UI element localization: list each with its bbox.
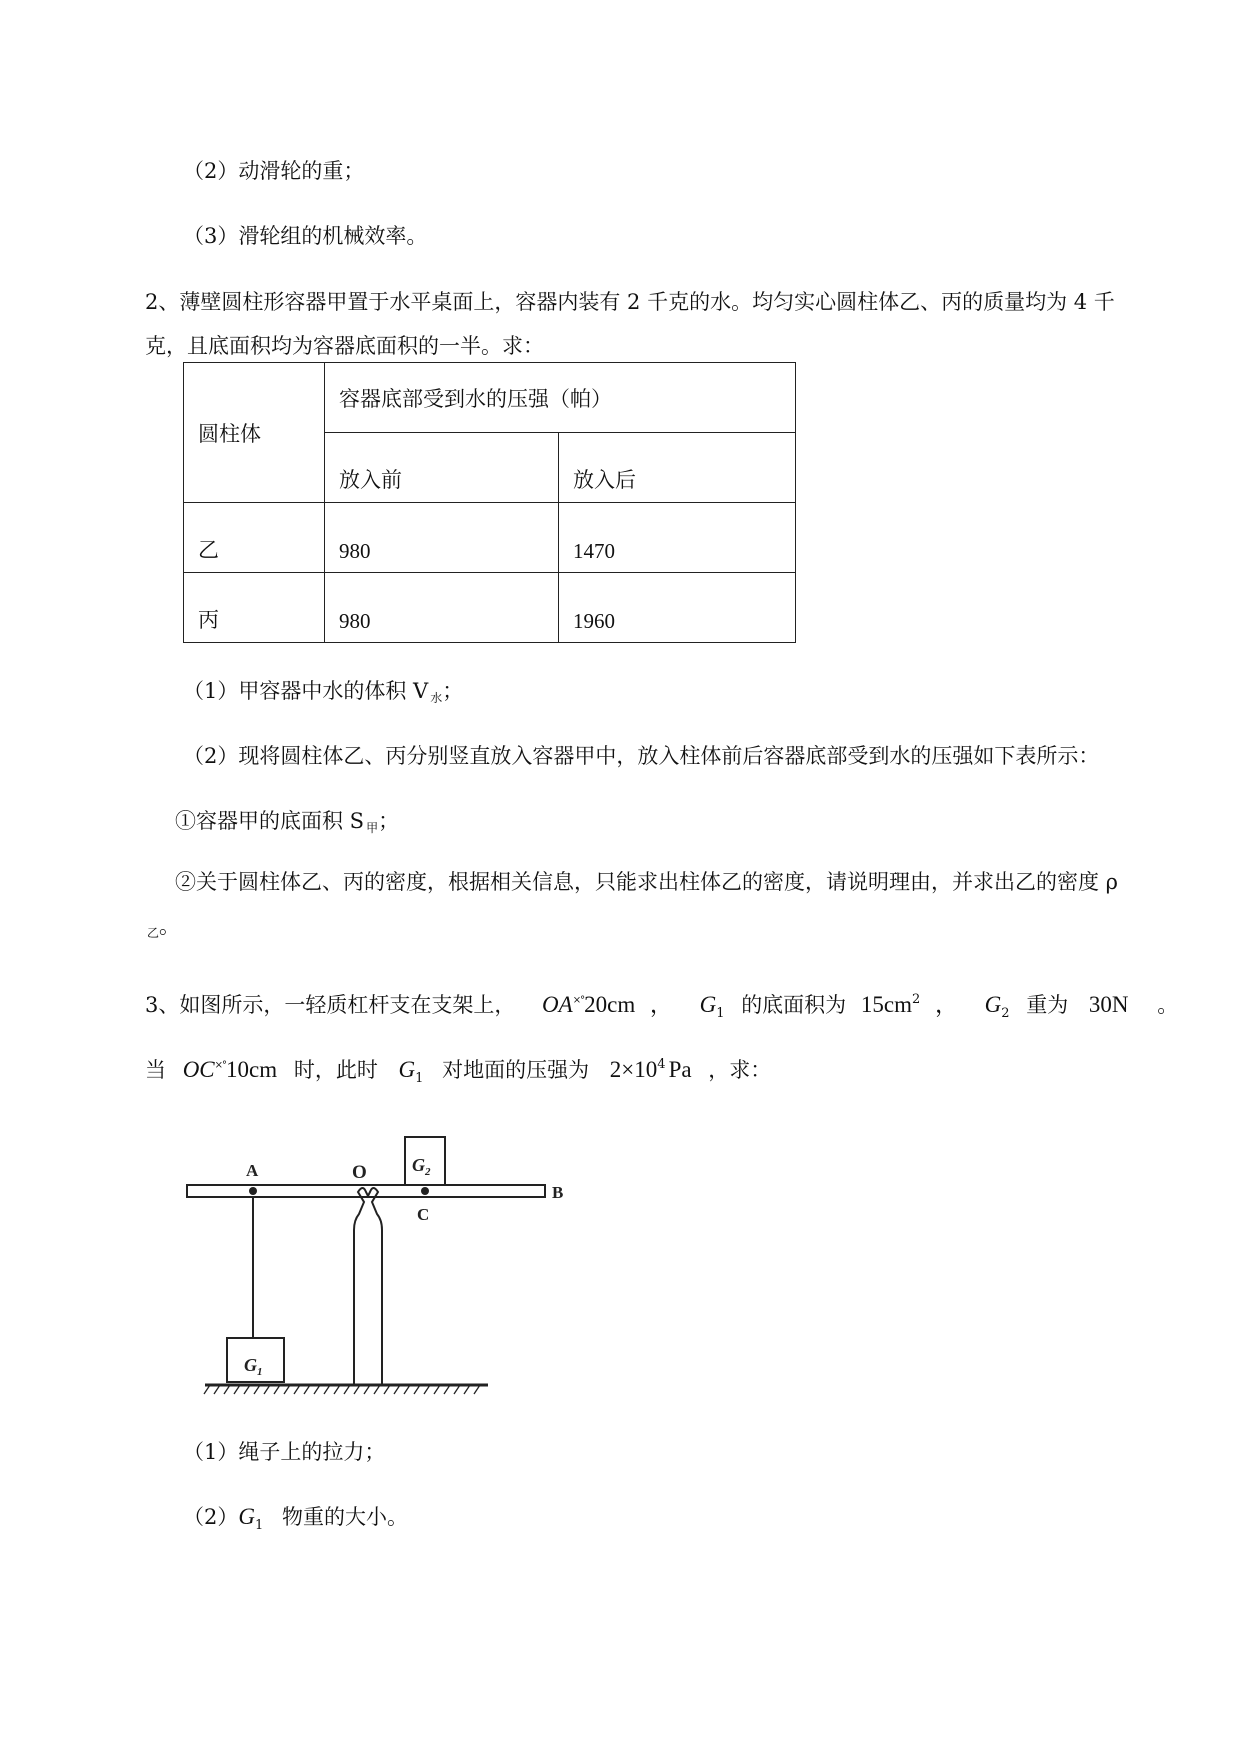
q2-item1: ①容器甲的底面积 S 甲；: [175, 809, 400, 835]
label-g2: $G_2$: [412, 1155, 431, 1178]
q3-sub1: （1）绳子上的拉力；: [183, 1440, 386, 1464]
label-o: O: [352, 1162, 367, 1183]
q2-item2: ②关于圆柱体乙、丙的密度，根据相关信息，只能求出柱体乙的密度，请说明理由，并求出乙的密度 ρ乙。: [147, 870, 1119, 940]
q3-sub2: $(2)G_1$ 物重的大小。: [183, 1504, 408, 1533]
label-b: B: [552, 1183, 564, 1202]
row-after: 1960: [559, 573, 796, 643]
table-header-pressure: 容器底部受到水的压强（帕）: [325, 363, 796, 433]
q1-sub3: （3）滑轮组的机械效率。: [183, 224, 428, 248]
label-g1: $G_1$: [244, 1355, 263, 1378]
table-header-before: 放入前: [325, 433, 559, 503]
point-a-dot: [249, 1187, 257, 1195]
q3-line1: 3、如图所示，一轻质杠杆支在支架上， OA×°20cm ， $G_1$ 的底面积为 $15cm^2$ ， $G_2$ 重为 30N 。: [145, 992, 1179, 1021]
q3-line2: 当 OC×°10cm 时，此时 $G_1$ 对地面的压强为 $2\times 10^4$ Pa ，求：: [145, 1057, 772, 1086]
pressure-table: [183, 362, 796, 643]
row-name: 丙: [184, 573, 325, 643]
row-before: 980: [325, 573, 559, 643]
support-stand: [354, 1188, 382, 1385]
label-a: A: [246, 1161, 259, 1180]
table-row: [184, 573, 796, 643]
q2-sub1: （1）甲容器中水的体积 V 水；: [183, 679, 464, 705]
row-name: 乙: [184, 503, 325, 573]
q1-sub2: （2）动滑轮的重；: [183, 159, 365, 183]
q2-intro: 2、薄壁圆柱形容器甲置于水平桌面上，容器内装有 2 千克的水。均匀实心圆柱体乙、丙的质量均为 4 千克，且底面积均为容器底面积的一半。求：: [145, 290, 1115, 358]
point-c-dot: [421, 1187, 429, 1195]
table-header-cylinder: 圆柱体: [184, 363, 325, 503]
lever-diagram: [180, 1120, 580, 1410]
table-row: [184, 503, 796, 573]
label-c: C: [417, 1205, 430, 1224]
row-before: 980: [325, 503, 559, 573]
row-after: 1470: [559, 503, 796, 573]
table-header-after: 放入后: [559, 433, 796, 503]
q2-sub2: （2）现将圆柱体乙、丙分别竖直放入容器甲中，放入柱体前后容器底部受到水的压强如下表所示：: [183, 744, 1100, 768]
